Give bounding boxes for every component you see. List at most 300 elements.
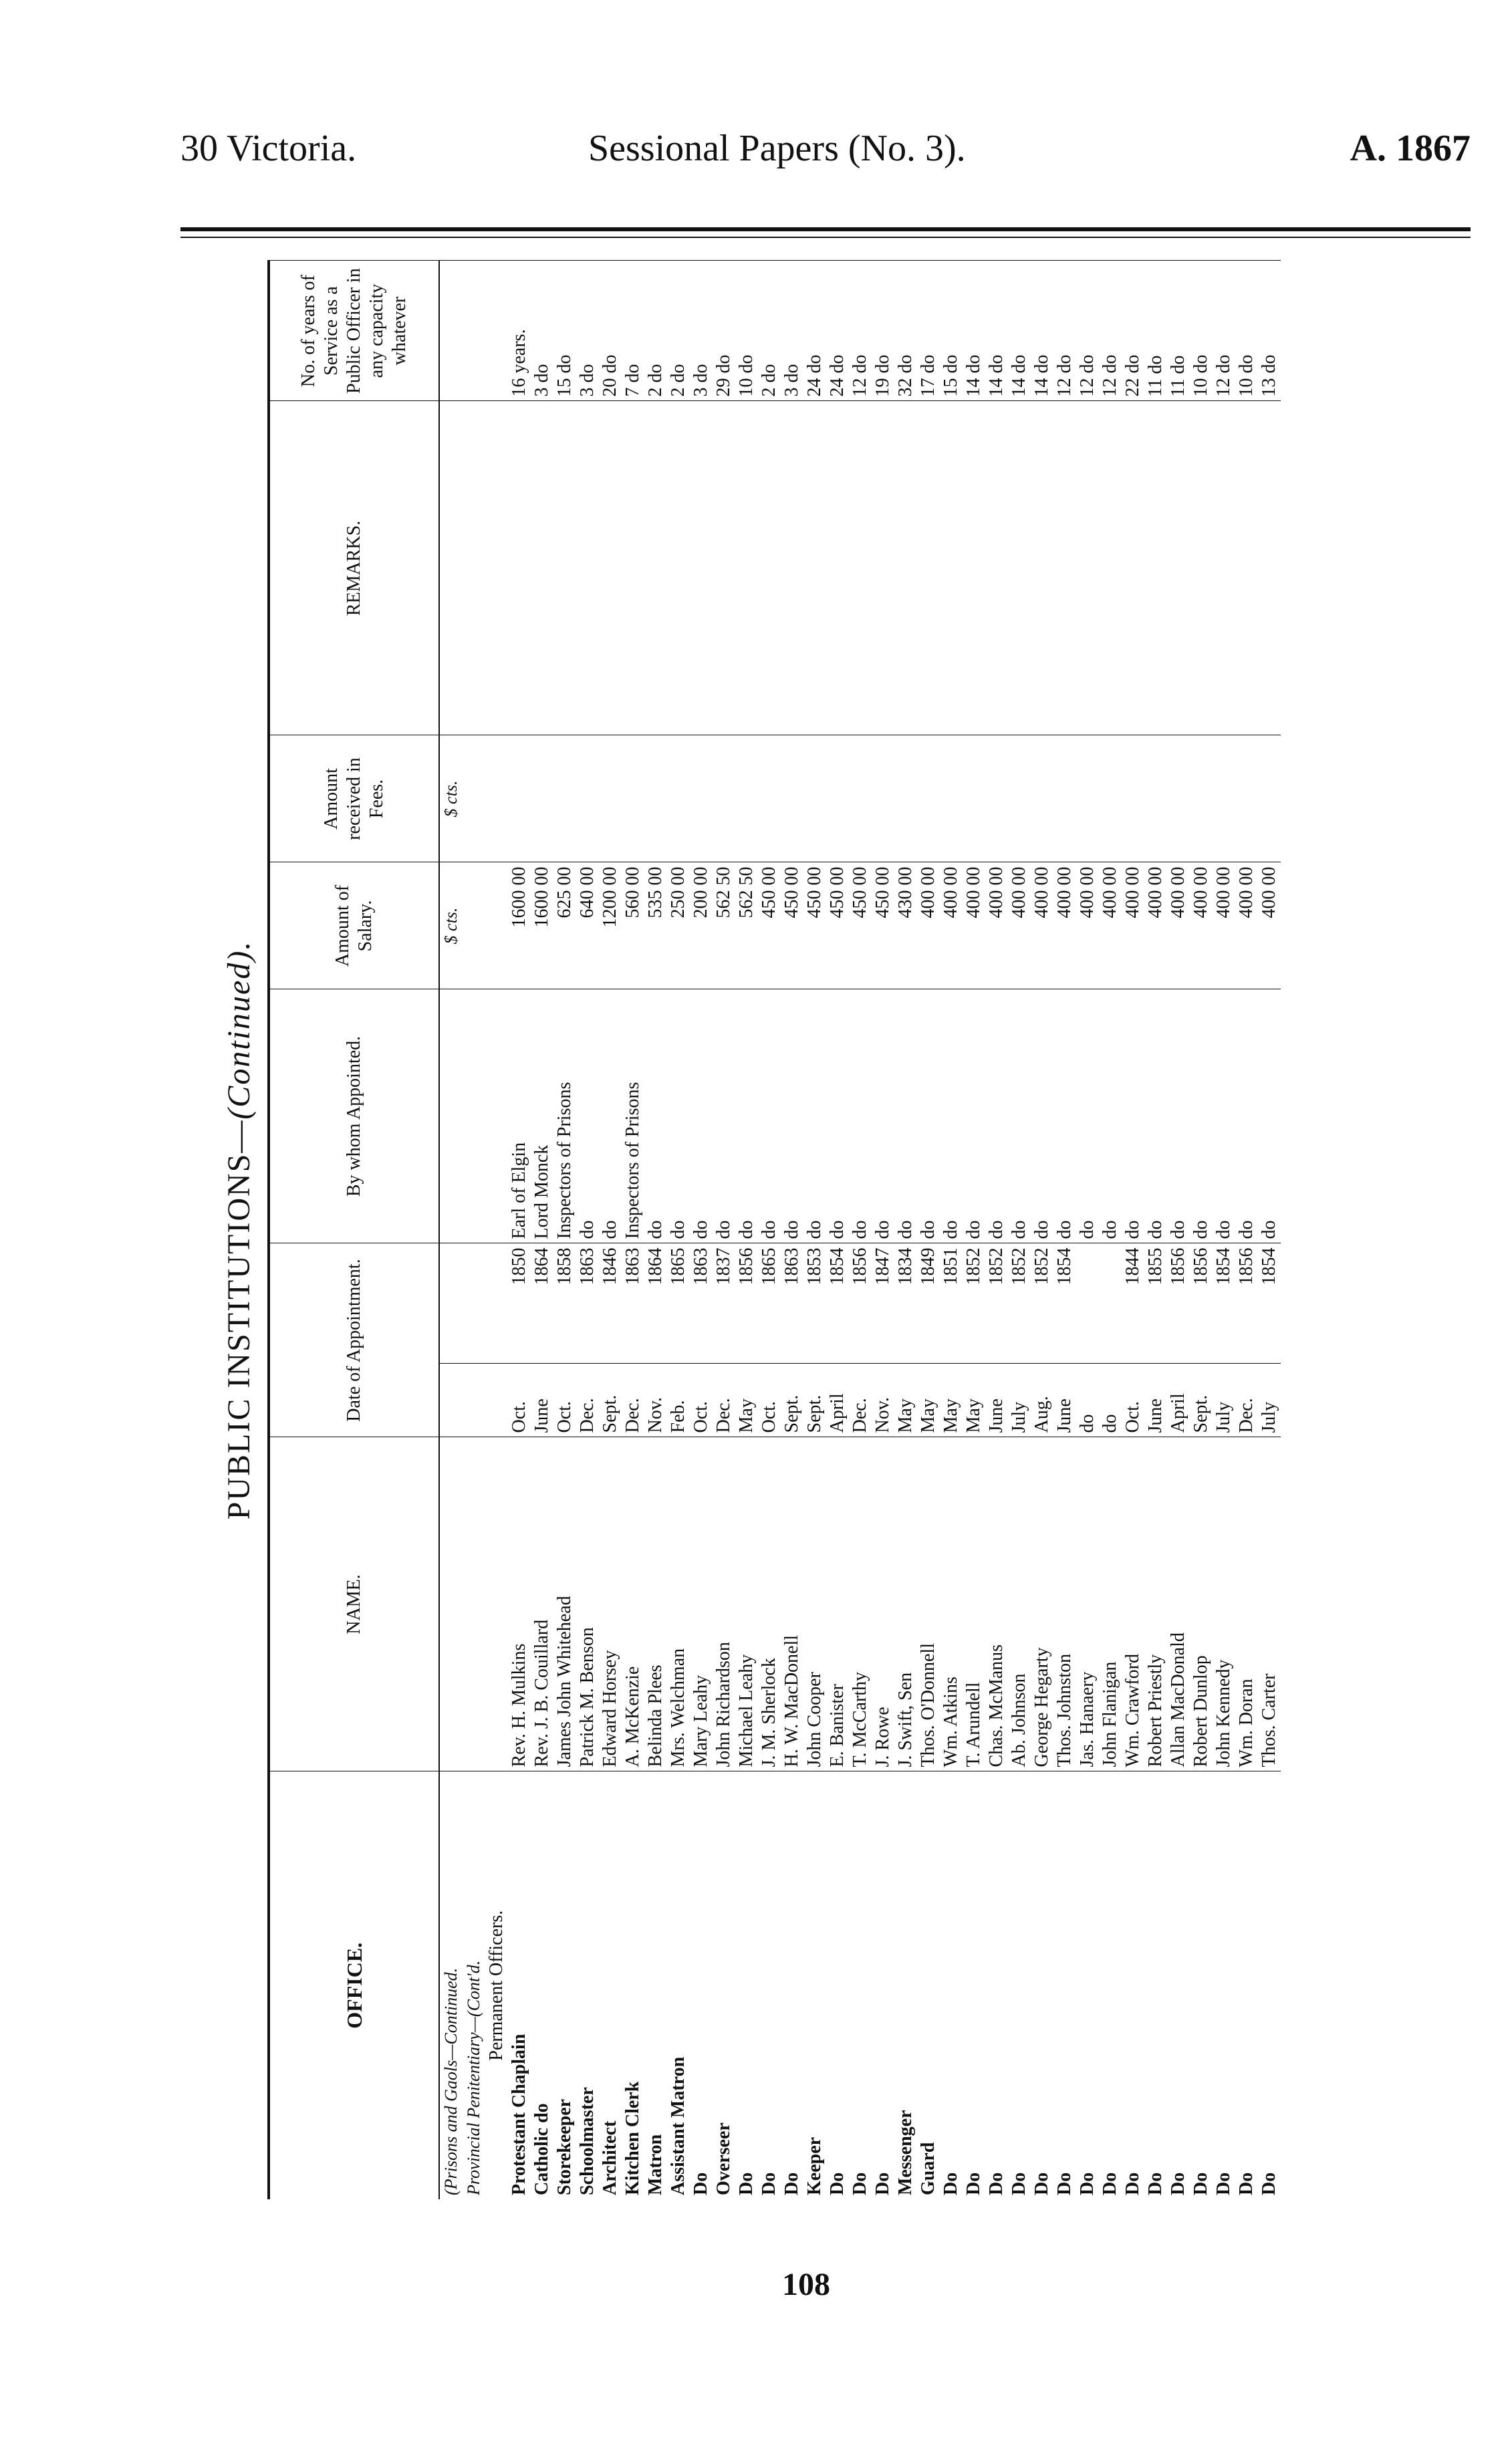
name-cell: Wm. Crawford: [1122, 1437, 1144, 1771]
name-cell: Mary Leahy: [690, 1437, 713, 1771]
table-row: [599, 261, 622, 2199]
years-cell: 10 do: [1190, 261, 1213, 401]
table-row: [713, 261, 735, 2199]
year-cell: 1864: [531, 1243, 553, 1364]
officers-table: [267, 261, 1281, 2200]
years-cell: 11 do: [1144, 261, 1167, 401]
fees-cell: [622, 735, 644, 862]
fees-cell: [1099, 735, 1122, 862]
table-row: [1076, 261, 1099, 2199]
office-cell: Do: [963, 1771, 985, 2199]
table-row: [553, 261, 576, 2199]
appointed-by-cell: Earl of Elgin: [508, 989, 531, 1243]
year-cell: 1852: [1008, 1243, 1031, 1364]
salary-cell: 450 00: [849, 862, 872, 989]
table-row: [1053, 261, 1076, 2199]
month-cell: Dec.: [622, 1364, 644, 1437]
salary-cell: 535 00: [644, 862, 667, 989]
remarks-cell: [1008, 401, 1031, 735]
years-cell: 15 do: [553, 261, 576, 401]
salary-cell: 400 00: [1213, 862, 1235, 989]
year-cell: 1856: [1235, 1243, 1258, 1364]
name-cell: Rev. H. Mulkins: [508, 1437, 531, 1771]
office-cell: Do: [1167, 1771, 1190, 2199]
salary-cell: 1200 00: [599, 862, 622, 989]
office-cell: Do: [1099, 1771, 1122, 2199]
month-cell: Oct.: [1122, 1364, 1144, 1437]
appointed-by-cell: do: [1258, 989, 1281, 1243]
office-cell: Schoolmaster: [576, 1771, 599, 2199]
month-cell: May: [940, 1364, 963, 1437]
office-cell: Do: [690, 1771, 713, 2199]
years-cell: 2 do: [758, 261, 781, 401]
name-cell: John Flanigan: [1099, 1437, 1122, 1771]
salary-cell: 400 00: [940, 862, 963, 989]
fees-cell: [963, 735, 985, 862]
table-title-continued: (Continued).: [221, 940, 257, 1120]
fees-cell: [1167, 735, 1190, 862]
table-row: [667, 261, 690, 2199]
year-cell: 1834: [894, 1243, 917, 1364]
name-cell: H. W. MacDonell: [781, 1437, 803, 1771]
year-cell: 1863: [622, 1243, 644, 1364]
header-session: 30 Victoria.: [180, 128, 357, 169]
office-cell: Messenger: [894, 1771, 917, 2199]
remarks-cell: [849, 401, 872, 735]
table-row: [644, 261, 667, 2199]
month-cell: Nov.: [872, 1364, 894, 1437]
name-cell: Robert Priestly: [1144, 1437, 1167, 1771]
fees-cell: [1213, 735, 1235, 862]
remarks-cell: [531, 401, 553, 735]
remarks-cell: [985, 401, 1008, 735]
name-cell: J. Rowe: [872, 1437, 894, 1771]
salary-cell: 560 00: [622, 862, 644, 989]
table-header-row: [269, 261, 439, 2199]
page-number: 108: [782, 2267, 830, 2302]
year-cell: 1846: [599, 1243, 622, 1364]
header-rule: [180, 227, 1471, 231]
salary-cell: 400 00: [1008, 862, 1031, 989]
fees-units: $ cts.: [439, 735, 463, 862]
remarks-cell: [1258, 401, 1281, 735]
year-cell: 1863: [576, 1243, 599, 1364]
name-cell: John Cooper: [803, 1437, 826, 1771]
name-cell: Allan MacDonald: [1167, 1437, 1190, 1771]
year-cell: 1856: [1190, 1243, 1213, 1364]
remarks-cell: [781, 401, 803, 735]
remarks-cell: [1122, 401, 1144, 735]
fees-cell: [553, 735, 576, 862]
remarks-cell: [803, 401, 826, 735]
years-cell: 24 do: [803, 261, 826, 401]
remarks-cell: [1053, 401, 1076, 735]
fees-cell: [713, 735, 735, 862]
years-cell: 14 do: [985, 261, 1008, 401]
remarks-cell: [894, 401, 917, 735]
years-cell: 2 do: [644, 261, 667, 401]
year-cell: 1854: [1053, 1243, 1076, 1364]
remarks-cell: [553, 401, 576, 735]
year-cell: 1847: [872, 1243, 894, 1364]
month-cell: Sept.: [803, 1364, 826, 1437]
month-cell: Dec.: [849, 1364, 872, 1437]
year-cell: 1856: [1167, 1243, 1190, 1364]
remarks-cell: [599, 401, 622, 735]
rotated-table-region: [221, 261, 1464, 2199]
col-name-header: NAME.: [269, 1437, 439, 1771]
remarks-cell: [1213, 401, 1235, 735]
year-cell: 1854: [1213, 1243, 1235, 1364]
name-cell: Chas. McManus: [985, 1437, 1008, 1771]
appointed-by-cell: do: [1008, 989, 1031, 1243]
name-cell: T. Arundell: [963, 1437, 985, 1771]
office-cell: Do: [1213, 1771, 1235, 2199]
month-cell: Oct.: [758, 1364, 781, 1437]
fees-cell: [1053, 735, 1076, 862]
appointed-by-cell: do: [735, 989, 758, 1243]
office-cell: Do: [1235, 1771, 1258, 2199]
col-years-header: No. of years of Service as a Public Officer in any capacity whatever: [269, 261, 439, 401]
col-by-header: By whom Appointed.: [269, 989, 439, 1243]
years-cell: 12 do: [1099, 261, 1122, 401]
salary-cell: 400 00: [1053, 862, 1076, 989]
month-cell: May: [963, 1364, 985, 1437]
fees-cell: [1190, 735, 1213, 862]
appointed-by-cell: do: [713, 989, 735, 1243]
fees-cell: [872, 735, 894, 862]
office-cell: Storekeeper: [553, 1771, 576, 2199]
salary-cell: 400 00: [1235, 862, 1258, 989]
years-cell: 3 do: [576, 261, 599, 401]
month-cell: July: [1258, 1364, 1281, 1437]
year-cell: 1854: [1258, 1243, 1281, 1364]
office-cell: Do: [758, 1771, 781, 2199]
col-remarks-header: REMARKS.: [269, 401, 439, 735]
fees-cell: [940, 735, 963, 862]
year-cell: 1849: [917, 1243, 940, 1364]
name-cell: Ab. Johnson: [1008, 1437, 1031, 1771]
month-cell: Sept.: [599, 1364, 622, 1437]
name-cell: E. Banister: [826, 1437, 849, 1771]
office-cell: Do: [1031, 1771, 1053, 2199]
header-papers: Sessional Papers (No. 3).: [588, 128, 966, 169]
years-cell: 12 do: [1053, 261, 1076, 401]
col-fees-header: Amount received in Fees.: [269, 735, 439, 862]
year-cell: 1864: [644, 1243, 667, 1364]
table-row: [735, 261, 758, 2199]
years-cell: 32 do: [894, 261, 917, 401]
office-cell: Do: [1144, 1771, 1167, 2199]
name-cell: Belinda Plees: [644, 1437, 667, 1771]
years-cell: 7 do: [622, 261, 644, 401]
year-cell: 1865: [758, 1243, 781, 1364]
fees-cell: [1122, 735, 1144, 862]
salary-cell: 250 00: [667, 862, 690, 989]
appointed-by-cell: do: [1167, 989, 1190, 1243]
table-row: [1144, 261, 1167, 2199]
remarks-cell: [713, 401, 735, 735]
name-cell: Michael Leahy: [735, 1437, 758, 1771]
section-penitentiary: Provincial Penitentiary—(Cont'd.: [463, 1771, 485, 2199]
year-cell: 1852: [985, 1243, 1008, 1364]
office-cell: Protestant Chaplain: [508, 1771, 531, 2199]
appointed-by-cell: do: [894, 989, 917, 1243]
remarks-cell: [644, 401, 667, 735]
name-cell: Mrs. Welchman: [667, 1437, 690, 1771]
fees-cell: [1076, 735, 1099, 862]
table-row: [576, 261, 599, 2199]
fees-cell: [894, 735, 917, 862]
years-cell: 10 do: [735, 261, 758, 401]
remarks-cell: [872, 401, 894, 735]
remarks-cell: [940, 401, 963, 735]
month-cell: do: [1076, 1364, 1099, 1437]
appointed-by-cell: do: [576, 989, 599, 1243]
years-cell: 24 do: [826, 261, 849, 401]
years-cell: 12 do: [849, 261, 872, 401]
month-cell: April: [826, 1364, 849, 1437]
section-row: [485, 261, 508, 2199]
years-cell: 29 do: [713, 261, 735, 401]
remarks-cell: [508, 401, 531, 735]
year-cell: 1863: [690, 1243, 713, 1364]
table-row: [1213, 261, 1235, 2199]
salary-cell: 400 00: [917, 862, 940, 989]
name-cell: A. McKenzie: [622, 1437, 644, 1771]
table-row: [1008, 261, 1031, 2199]
years-cell: 15 do: [940, 261, 963, 401]
section-permanent: Permanent Officers.: [485, 1771, 508, 2199]
appointed-by-cell: Inspectors of Prisons: [553, 989, 576, 1243]
appointed-by-cell: do: [1076, 989, 1099, 1243]
salary-cell: 1600 00: [531, 862, 553, 989]
table-row: [1167, 261, 1190, 2199]
name-cell: John Kennedy: [1213, 1437, 1235, 1771]
year-cell: 1856: [849, 1243, 872, 1364]
salary-cell: 400 00: [1144, 862, 1167, 989]
year-cell: 1854: [826, 1243, 849, 1364]
salary-cell: 400 00: [1167, 862, 1190, 989]
salary-cell: 562 50: [713, 862, 735, 989]
fees-cell: [1258, 735, 1281, 862]
fees-cell: [1008, 735, 1031, 862]
appointed-by-cell: do: [1053, 989, 1076, 1243]
fees-cell: [781, 735, 803, 862]
name-cell: T. McCarthy: [849, 1437, 872, 1771]
office-cell: Do: [940, 1771, 963, 2199]
appointed-by-cell: do: [849, 989, 872, 1243]
fees-cell: [826, 735, 849, 862]
month-cell: Dec.: [713, 1364, 735, 1437]
section-prisons: (Prisons and Gaols—Continued.: [439, 1771, 463, 2199]
years-cell: 16 years.: [508, 261, 531, 401]
name-cell: Patrick M. Benson: [576, 1437, 599, 1771]
appointed-by-cell: Inspectors of Prisons: [622, 989, 644, 1243]
salary-cell: 400 00: [963, 862, 985, 989]
appointed-by-cell: do: [599, 989, 622, 1243]
fees-cell: [803, 735, 826, 862]
appointed-by-cell: do: [1031, 989, 1053, 1243]
salary-cell: 400 00: [1258, 862, 1281, 989]
table-row: [1122, 261, 1144, 2199]
appointed-by-cell: do: [826, 989, 849, 1243]
years-cell: 3 do: [781, 261, 803, 401]
salary-cell: 1600 00: [508, 862, 531, 989]
month-cell: June: [1144, 1364, 1167, 1437]
year-cell: 1865: [667, 1243, 690, 1364]
remarks-cell: [667, 401, 690, 735]
salary-cell: 450 00: [826, 862, 849, 989]
office-cell: Do: [735, 1771, 758, 2199]
office-cell: Guard: [917, 1771, 940, 2199]
appointed-by-cell: do: [690, 989, 713, 1243]
name-cell: Thos. O'Donnell: [917, 1437, 940, 1771]
year-cell: 1856: [735, 1243, 758, 1364]
year-cell: 1851: [940, 1243, 963, 1364]
office-cell: Do: [1076, 1771, 1099, 2199]
appointed-by-cell: Lord Monck: [531, 989, 553, 1243]
salary-cell: 400 00: [1076, 862, 1099, 989]
year-cell: 1863: [781, 1243, 803, 1364]
years-cell: 3 do: [531, 261, 553, 401]
salary-cell: 200 00: [690, 862, 713, 989]
appointed-by-cell: do: [963, 989, 985, 1243]
remarks-cell: [917, 401, 940, 735]
table-row: [1190, 261, 1213, 2199]
name-cell: Wm. Atkins: [940, 1437, 963, 1771]
salary-cell: 430 00: [894, 862, 917, 989]
fees-cell: [576, 735, 599, 862]
year-cell: 1850: [508, 1243, 531, 1364]
table-row: [531, 261, 553, 2199]
table-row: [1031, 261, 1053, 2199]
name-cell: J. M. Sherlock: [758, 1437, 781, 1771]
col-date-header: Date of Appointment.: [269, 1243, 439, 1437]
table-row: [894, 261, 917, 2199]
table-row: [985, 261, 1008, 2199]
remarks-cell: [1190, 401, 1213, 735]
fees-cell: [667, 735, 690, 862]
month-cell: June: [531, 1364, 553, 1437]
fees-cell: [690, 735, 713, 862]
office-cell: Overseer: [713, 1771, 735, 2199]
month-cell: Feb.: [667, 1364, 690, 1437]
table-row: [803, 261, 826, 2199]
year-cell: 1858: [553, 1243, 576, 1364]
name-cell: John Richardson: [713, 1437, 735, 1771]
office-cell: Do: [1053, 1771, 1076, 2199]
office-cell: Matron: [644, 1771, 667, 2199]
fees-cell: [599, 735, 622, 862]
appointed-by-cell: do: [872, 989, 894, 1243]
salary-cell: 450 00: [872, 862, 894, 989]
table-row: [872, 261, 894, 2199]
table-row: [622, 261, 644, 2199]
salary-cell: 400 00: [1031, 862, 1053, 989]
years-cell: 2 do: [667, 261, 690, 401]
salary-cell: 400 00: [1122, 862, 1144, 989]
office-cell: Do: [1008, 1771, 1031, 2199]
remarks-cell: [1235, 401, 1258, 735]
table-row: [1099, 261, 1122, 2199]
month-cell: June: [1053, 1364, 1076, 1437]
fees-cell: [644, 735, 667, 862]
salary-cell: 450 00: [781, 862, 803, 989]
col-salary-header: Amount of Salary.: [269, 862, 439, 989]
office-cell: Assistant Matron: [667, 1771, 690, 2199]
name-cell: J. Swift, Sen: [894, 1437, 917, 1771]
year-cell: 1852: [963, 1243, 985, 1364]
salary-cell: 562 50: [735, 862, 758, 989]
office-cell: Do: [826, 1771, 849, 2199]
office-cell: Do: [1258, 1771, 1281, 2199]
table-row: [917, 261, 940, 2199]
remarks-cell: [1031, 401, 1053, 735]
name-cell: Rev. J. B. Couillard: [531, 1437, 553, 1771]
month-cell: do: [1099, 1364, 1122, 1437]
year-cell: 1855: [1144, 1243, 1167, 1364]
header-year: A. 1867: [1350, 128, 1471, 169]
appointed-by-cell: do: [1213, 989, 1235, 1243]
office-cell: Architect: [599, 1771, 622, 2199]
remarks-cell: [758, 401, 781, 735]
table-title-main: PUBLIC INSTITUTIONS—: [221, 1119, 257, 1520]
table-row: [940, 261, 963, 2199]
remarks-cell: [690, 401, 713, 735]
name-cell: Jas. Hanaery: [1076, 1437, 1099, 1771]
fees-cell: [1031, 735, 1053, 862]
years-cell: 10 do: [1235, 261, 1258, 401]
office-cell: Keeper: [803, 1771, 826, 2199]
appointed-by-cell: do: [758, 989, 781, 1243]
years-cell: 17 do: [917, 261, 940, 401]
month-cell: May: [917, 1364, 940, 1437]
appointed-by-cell: do: [1099, 989, 1122, 1243]
remarks-cell: [576, 401, 599, 735]
appointed-by-cell: do: [1235, 989, 1258, 1243]
years-cell: 19 do: [872, 261, 894, 401]
table-title: [221, 261, 261, 2199]
name-cell: James John Whitehead: [553, 1437, 576, 1771]
fees-cell: [1235, 735, 1258, 862]
years-cell: 13 do: [1258, 261, 1281, 401]
office-cell: Do: [849, 1771, 872, 2199]
running-header: [180, 127, 1471, 180]
remarks-cell: [1076, 401, 1099, 735]
appointed-by-cell: do: [803, 989, 826, 1243]
table-row: [690, 261, 713, 2199]
month-cell: April: [1167, 1364, 1190, 1437]
fees-cell: [735, 735, 758, 862]
office-cell: Do: [872, 1771, 894, 2199]
fees-cell: [849, 735, 872, 862]
name-cell: Wm. Doran: [1235, 1437, 1258, 1771]
remarks-cell: [735, 401, 758, 735]
fees-cell: [758, 735, 781, 862]
salary-cell: 400 00: [985, 862, 1008, 989]
fees-cell: [1144, 735, 1167, 862]
fees-cell: [917, 735, 940, 862]
month-cell: Dec.: [576, 1364, 599, 1437]
years-cell: 12 do: [1076, 261, 1099, 401]
year-cell: 1852: [1031, 1243, 1053, 1364]
name-cell: Robert Dunlop: [1190, 1437, 1213, 1771]
month-cell: Oct.: [690, 1364, 713, 1437]
month-cell: Sept.: [1190, 1364, 1213, 1437]
appointed-by-cell: do: [667, 989, 690, 1243]
appointed-by-cell: do: [985, 989, 1008, 1243]
